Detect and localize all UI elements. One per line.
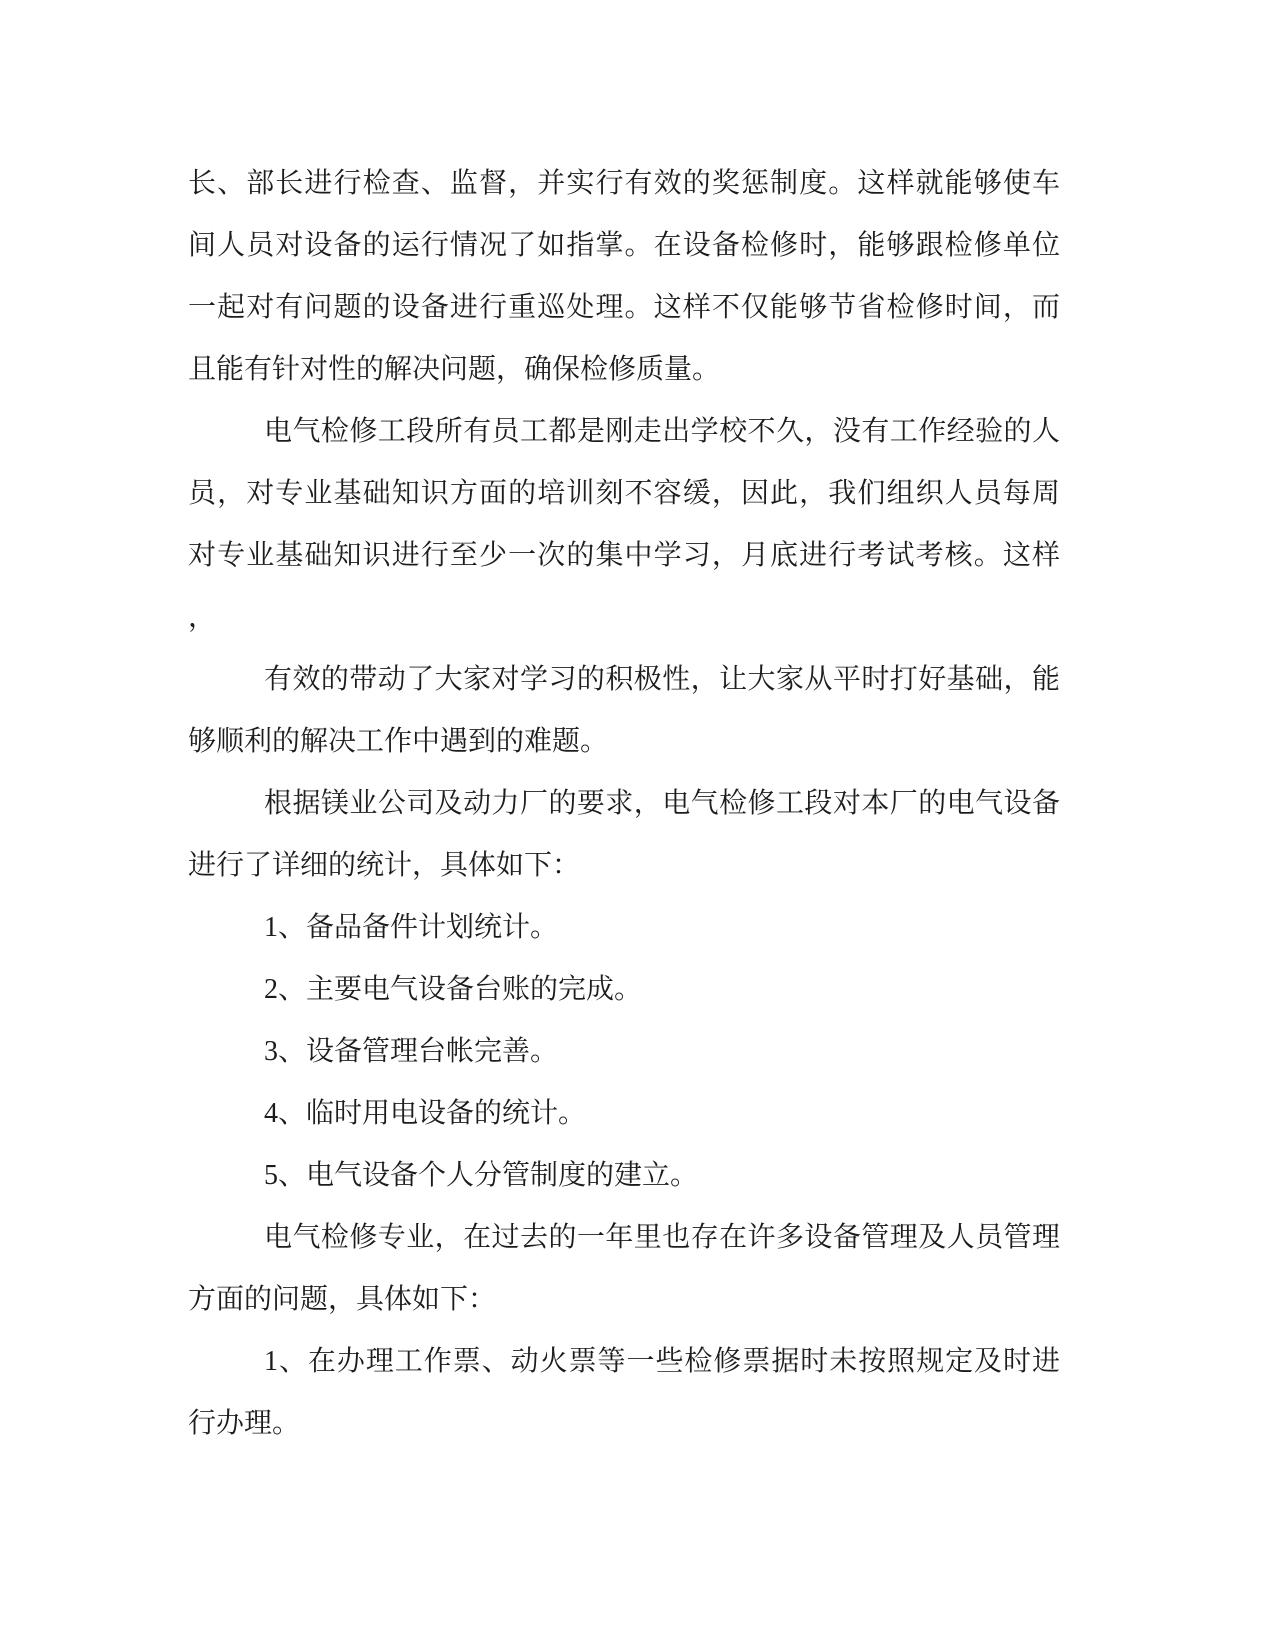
text-line: 根据镁业公司及动力厂的要求，电气检修工段对本厂的电气设备 <box>264 788 1060 819</box>
text-line: 有效的带动了大家对学习的积极性，让大家从平时打好基础，能 <box>264 664 1060 695</box>
text-line: 行办理。 <box>188 1408 301 1439</box>
text-line: 方面的问题，具体如下： <box>188 1284 497 1315</box>
list-item: 4、临时用电设备的统计。 <box>264 1098 587 1129</box>
text-line: 且能有针对性的解决问题，确保检修质量。 <box>188 354 721 385</box>
list-item: 1、备品备件计划统计。 <box>264 912 559 943</box>
text-line: 一起对有问题的设备进行重巡处理。这样不仅能够节省检修时间，而 <box>188 292 1060 323</box>
text-block <box>188 153 1060 1455</box>
text-line: ， <box>188 602 217 633</box>
list-item: 2、主要电气设备台账的完成。 <box>264 974 643 1005</box>
text-line: 电气检修专业，在过去的一年里也存在许多设备管理及人员管理 <box>264 1222 1060 1253</box>
list-item: 1、在办理工作票、动火票等一些检修票据时未按照规定及时进 <box>264 1346 1060 1377</box>
text-line: 进行了详细的统计，具体如下： <box>188 850 581 881</box>
text-line: 对专业基础知识进行至少一次的集中学习，月底进行考试考核。这样 <box>188 540 1060 571</box>
list-item: 5、电气设备个人分管制度的建立。 <box>264 1160 699 1191</box>
text-line: 电气检修工段所有员工都是刚走出学校不久，没有工作经验的人 <box>264 416 1060 447</box>
text-line: 间人员对设备的运行情况了如指掌。在设备检修时，能够跟检修单位 <box>188 230 1060 261</box>
text-line: 员，对专业基础知识方面的培训刻不容缓，因此，我们组织人员每周 <box>188 478 1060 509</box>
text-line: 长、部长进行检查、监督，并实行有效的奖惩制度。这样就能够使车 <box>188 168 1060 199</box>
text-line: 够顺利的解决工作中遇到的难题。 <box>188 726 609 757</box>
list-item: 3、设备管理台帐完善。 <box>264 1036 559 1067</box>
